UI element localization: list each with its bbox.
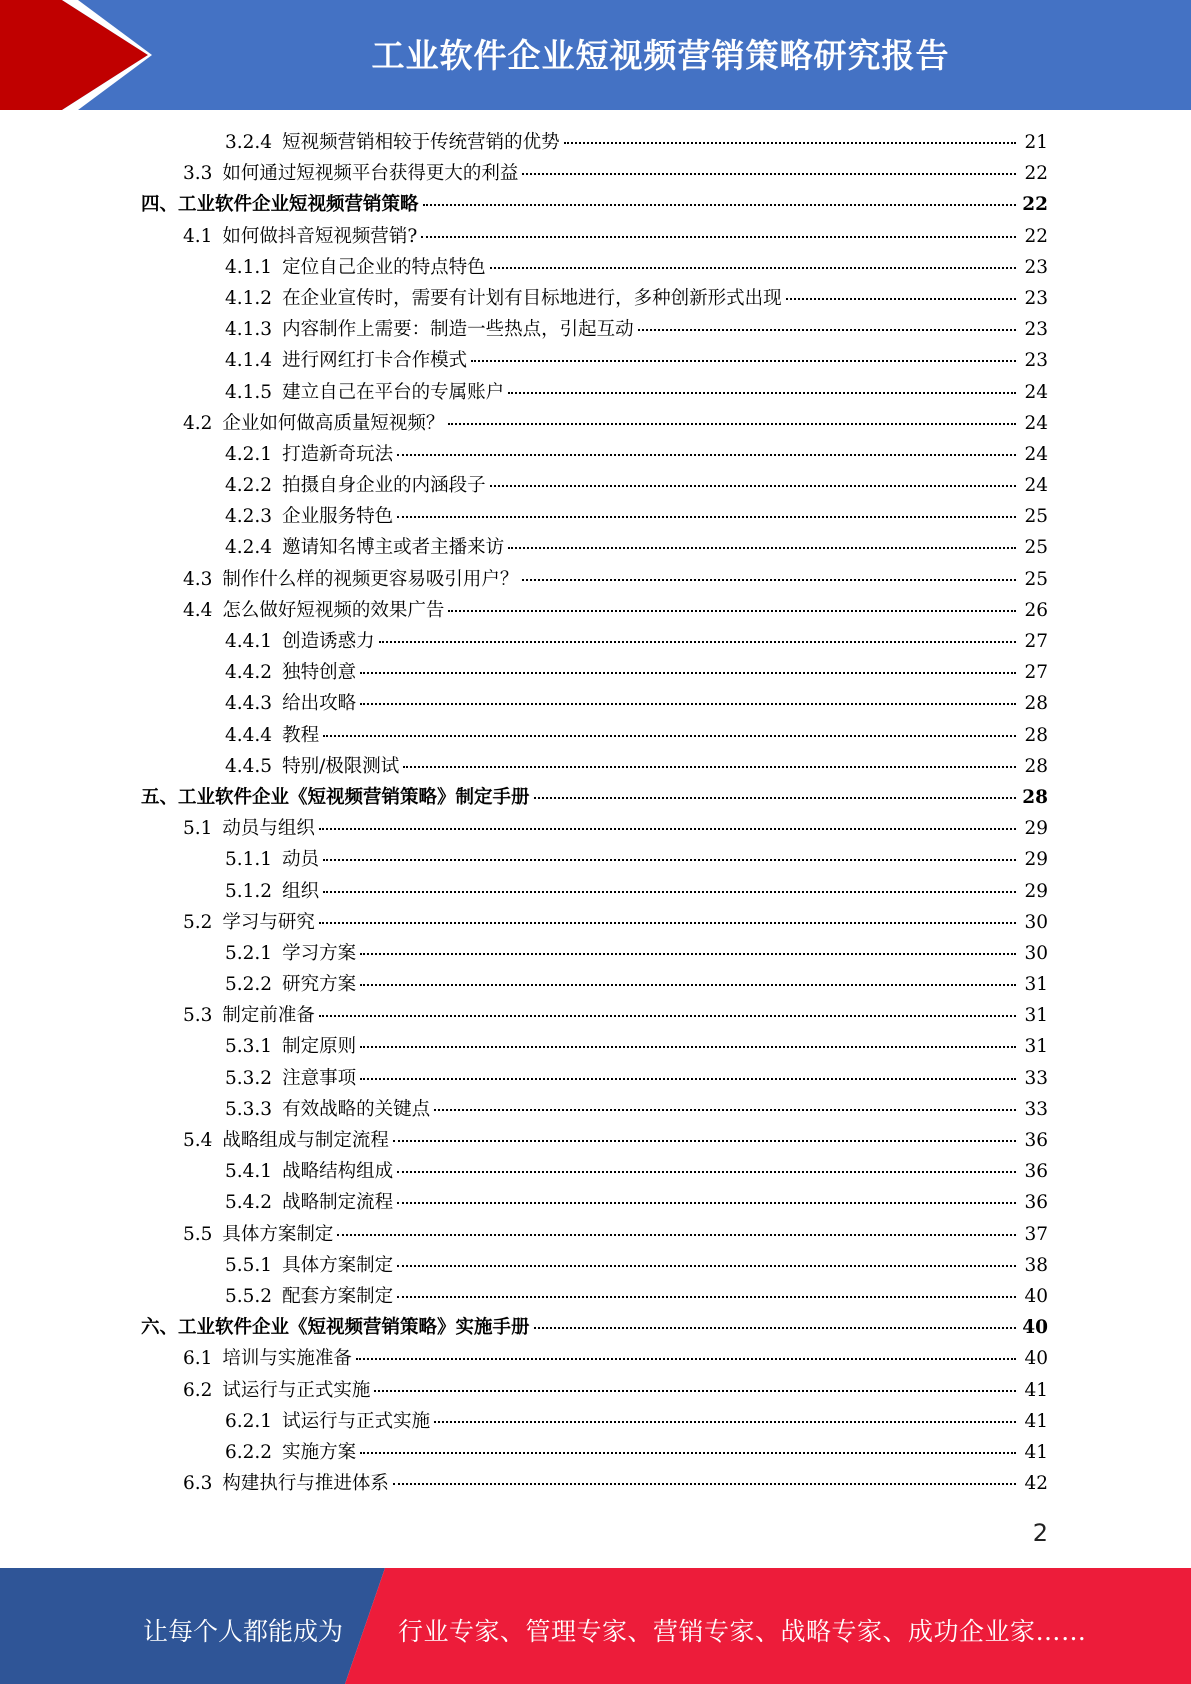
toc-dot-leader (448, 422, 1016, 425)
toc-entry[interactable] (0, 564, 1191, 595)
toc-entry-number: 4.2.4 (225, 537, 273, 559)
toc-entry-title: 制作什么样的视频更容易吸引用户？ (222, 568, 519, 590)
toc-entry[interactable] (0, 439, 1191, 470)
toc-entry-title: 学习与研究 (222, 911, 315, 933)
toc-dot-leader (508, 546, 1016, 549)
toc-entry-number: 4.1.1 (225, 256, 273, 278)
toc-entry-number: 5.3.3 (225, 1098, 273, 1120)
toc-entry-number: 4.4.4 (225, 724, 273, 746)
toc-entry-page: 41 (1024, 1379, 1048, 1401)
toc-entry[interactable] (0, 657, 1191, 688)
toc-entry-number: 4.1.2 (225, 287, 273, 309)
toc-entry-title: 研究方案 (282, 974, 357, 996)
toc-entry-number: 4.1.3 (225, 319, 273, 341)
toc-entry-title: 具体方案制定 (282, 1254, 394, 1276)
toc-entry-title: 如何通过短视频平台获得更大的利益 (222, 163, 519, 185)
toc-entry-title: 创造诱惑力 (282, 631, 375, 652)
toc-dot-leader (323, 734, 1016, 737)
toc-entry-number: 4.1 (183, 225, 213, 247)
toc-entry-title: 特别/极限测试 (282, 755, 400, 777)
toc-entry-page: 28 (1022, 786, 1048, 808)
toc-entry-title: 具体方案制定 (222, 1223, 334, 1245)
toc-entry[interactable] (0, 1031, 1191, 1062)
toc-entry[interactable] (0, 283, 1191, 314)
toc-dot-leader (323, 890, 1016, 893)
toc-dot-leader (360, 1077, 1016, 1080)
toc-entry-title: 构建执行与推进体系 (222, 1473, 389, 1495)
toc-entry-number: 4.3 (183, 568, 213, 590)
toc-entry-page: 38 (1024, 1254, 1048, 1276)
toc-entry-number: 5.2.1 (225, 942, 273, 964)
toc-entry-page: 28 (1024, 724, 1048, 746)
toc-entry-page: 33 (1024, 1098, 1048, 1120)
toc-entry-title: 在企业宣传时，需要有计划有目标地进行，多种创新形式出现 (282, 287, 782, 309)
toc-dot-leader (522, 172, 1016, 175)
toc-dot-leader (319, 921, 1016, 924)
toc-entry-number: 5.1.1 (225, 849, 273, 871)
toc-entry-title: 制定原则 (282, 1036, 357, 1058)
toc-entry-number: 5.1.2 (225, 880, 273, 902)
toc-entry-page: 24 (1024, 443, 1048, 465)
toc-entry[interactable] (0, 189, 1191, 220)
toc-entry-page: 24 (1024, 381, 1048, 403)
toc-dot-leader (360, 671, 1016, 674)
toc-entry-page: 37 (1024, 1223, 1048, 1245)
toc-entry[interactable] (0, 221, 1191, 252)
toc-dot-leader (403, 765, 1016, 768)
toc-entry[interactable] (0, 1219, 1191, 1250)
toc-entry-title: 试运行与正式实施 (222, 1379, 371, 1401)
toc-entry-title: 邀请知名博主或者主播来访 (282, 537, 505, 559)
toc-entry[interactable] (0, 688, 1191, 719)
toc-entry-number: 3.2.4 (225, 132, 273, 153)
toc-entry-page: 31 (1024, 1005, 1048, 1027)
toc-entry-number: 5.2 (183, 911, 213, 933)
toc-entry-number: 5.2.2 (225, 974, 273, 996)
toc-entry-number: 5.3.2 (225, 1067, 273, 1089)
toc-entry[interactable] (0, 1156, 1191, 1187)
toc-entry-title: 拍摄自身企业的内涵段子 (282, 475, 486, 497)
toc-entry[interactable] (0, 408, 1191, 439)
toc-dot-leader (379, 640, 1016, 643)
toc-entry-title: 四、工业软件企业短视频营销策略 (141, 194, 419, 216)
toc-entry-title: 战略制定流程 (282, 1192, 394, 1214)
toc-dot-leader (638, 328, 1016, 331)
toc-entry[interactable] (0, 252, 1191, 283)
toc-entry-title: 五、工业软件企业《短视频营销策略》制定手册 (141, 786, 530, 808)
toc-entry[interactable] (0, 1125, 1191, 1156)
toc-entry-page: 21 (1024, 132, 1048, 153)
toc-entry-title: 内容制作上需要：制造一些热点，引起互动 (282, 319, 634, 341)
footer-slogan-right: 行业专家、管理专家、营销专家、战略专家、成功企业家…… (398, 1617, 1087, 1646)
toc-dot-leader (397, 515, 1016, 518)
toc-entry-page: 31 (1024, 1036, 1048, 1058)
toc-entry-title: 打造新奇玩法 (282, 443, 394, 465)
toc-entry-title: 动员 (282, 849, 320, 871)
toc-entry-title: 六、工业软件企业《短视频营销策略》实施手册 (141, 1317, 530, 1339)
toc-entry-number: 6.3 (183, 1473, 213, 1495)
toc-entry-page: 23 (1024, 319, 1048, 341)
toc-entry-number: 5.3.1 (225, 1036, 273, 1058)
toc-entry-title: 短视频营销相较于传统营销的优势 (282, 132, 560, 153)
toc-entry-title: 定位自己企业的特点特色 (282, 256, 486, 278)
toc-dot-leader (490, 484, 1016, 487)
toc-entry-title: 战略组成与制定流程 (222, 1130, 389, 1151)
toc-dot-leader (319, 827, 1016, 830)
toc-entry[interactable] (0, 844, 1191, 875)
toc-entry-number: 4.2.1 (225, 443, 273, 465)
page-footer (0, 1568, 1191, 1684)
toc-dot-leader (522, 578, 1016, 581)
toc-entry-page: 25 (1024, 506, 1048, 528)
toc-entry-page: 31 (1024, 974, 1048, 996)
toc-entry[interactable] (0, 595, 1191, 626)
toc-dot-leader (360, 1045, 1016, 1048)
toc-dot-leader (319, 1014, 1016, 1017)
toc-entry-page: 22 (1024, 163, 1048, 185)
toc-entry[interactable] (0, 1187, 1191, 1218)
toc-dot-leader (423, 203, 1016, 206)
toc-entry-number: 5.3 (183, 1005, 213, 1027)
page-number: 2 (1032, 1519, 1048, 1547)
toc-entry[interactable] (0, 158, 1191, 189)
toc-entry-number: 4.1.4 (225, 350, 273, 372)
toc-entry[interactable] (0, 127, 1191, 158)
table-of-contents (0, 127, 1191, 1499)
toc-entry-number: 4.4.3 (225, 693, 273, 715)
toc-entry-page: 29 (1024, 880, 1048, 902)
toc-dot-leader (360, 1451, 1016, 1454)
toc-entry[interactable] (0, 532, 1191, 563)
toc-entry-page: 25 (1024, 537, 1048, 559)
toc-entry-page: 40 (1024, 1285, 1048, 1307)
toc-entry[interactable] (0, 782, 1191, 813)
toc-entry[interactable] (0, 751, 1191, 782)
toc-entry-title: 进行网红打卡合作模式 (282, 350, 468, 372)
toc-entry-number: 6.1 (183, 1348, 213, 1370)
toc-entry[interactable] (0, 470, 1191, 501)
toc-entry-page: 29 (1024, 818, 1048, 840)
toc-entry-title: 企业如何做高质量短视频？ (222, 412, 445, 434)
toc-entry-page: 29 (1024, 849, 1048, 871)
toc-entry-number: 4.2 (183, 412, 213, 434)
toc-dot-leader (490, 266, 1016, 269)
toc-dot-leader (397, 453, 1016, 456)
toc-entry-page: 27 (1024, 631, 1048, 652)
toc-entry-title: 建立自己在平台的专属账户 (282, 381, 505, 403)
toc-entry[interactable] (0, 1250, 1191, 1281)
toc-entry-title: 独特创意 (282, 662, 357, 684)
toc-entry-page: 25 (1024, 568, 1048, 590)
toc-entry-number: 4.4.5 (225, 755, 273, 777)
toc-entry-title: 企业服务特色 (282, 506, 394, 528)
toc-entry[interactable] (0, 1343, 1191, 1374)
toc-dot-leader (534, 1326, 1016, 1329)
toc-dot-leader (508, 391, 1016, 394)
toc-entry-page: 22 (1024, 225, 1048, 247)
toc-dot-leader (393, 1139, 1016, 1142)
toc-entry-number: 4.4 (183, 599, 213, 621)
toc-entry-number: 4.2.3 (225, 506, 273, 528)
toc-dot-leader (397, 1201, 1016, 1204)
toc-entry-title: 教程 (282, 724, 320, 746)
toc-dot-leader (564, 141, 1016, 144)
toc-entry[interactable] (0, 969, 1191, 1000)
toc-dot-leader (356, 1357, 1016, 1360)
toc-entry-number: 5.4.2 (225, 1192, 273, 1214)
toc-entry[interactable] (0, 1312, 1191, 1343)
toc-entry-title: 试运行与正式实施 (282, 1410, 431, 1432)
toc-dot-leader (374, 1389, 1016, 1392)
toc-entry-number: 6.2.2 (225, 1441, 273, 1463)
toc-entry-page: 27 (1024, 662, 1048, 684)
toc-dot-leader (448, 609, 1016, 612)
toc-entry[interactable] (0, 938, 1191, 969)
toc-entry-page: 41 (1024, 1410, 1048, 1432)
toc-entry[interactable] (0, 813, 1191, 844)
toc-entry-page: 23 (1024, 287, 1048, 309)
toc-dot-leader (337, 1233, 1016, 1236)
toc-entry-page: 22 (1022, 194, 1048, 216)
toc-dot-leader (397, 1170, 1016, 1173)
toc-entry[interactable] (0, 501, 1191, 532)
toc-dot-leader (397, 1295, 1016, 1298)
report-title: 工业软件企业短视频营销策略研究报告 (371, 36, 950, 75)
toc-entry-number: 5.4 (183, 1130, 213, 1151)
toc-entry-number: 5.5.2 (225, 1285, 273, 1307)
toc-entry[interactable] (0, 1094, 1191, 1125)
toc-entry-page: 30 (1024, 942, 1048, 964)
toc-dot-leader (360, 983, 1016, 986)
toc-entry[interactable] (0, 345, 1191, 376)
toc-entry[interactable] (0, 1468, 1191, 1499)
toc-entry-number: 4.1.5 (225, 381, 273, 403)
toc-entry[interactable] (0, 1406, 1191, 1437)
toc-entry-page: 24 (1024, 412, 1048, 434)
toc-entry[interactable] (0, 314, 1191, 345)
toc-entry-title: 如何做抖音短视频营销? (222, 225, 418, 247)
toc-dot-leader (786, 297, 1016, 300)
toc-dot-leader (434, 1420, 1016, 1423)
toc-entry-title: 培训与实施准备 (222, 1348, 352, 1370)
toc-entry-title: 配套方案制定 (282, 1285, 394, 1307)
toc-entry-page: 42 (1024, 1473, 1048, 1495)
toc-entry-title: 注意事项 (282, 1067, 357, 1089)
toc-entry[interactable] (0, 720, 1191, 751)
toc-entry-title: 学习方案 (282, 942, 357, 964)
toc-entry[interactable] (0, 626, 1191, 657)
toc-entry-number: 6.2.1 (225, 1410, 273, 1432)
toc-entry[interactable] (0, 876, 1191, 907)
toc-entry-title: 实施方案 (282, 1441, 357, 1463)
toc-entry-page: 28 (1024, 693, 1048, 715)
toc-dot-leader (434, 1108, 1016, 1111)
toc-entry-number: 5.1 (183, 818, 213, 840)
toc-entry-page: 23 (1024, 350, 1048, 372)
toc-entry-title: 组织 (282, 880, 320, 902)
toc-entry-number: 3.3 (183, 163, 213, 185)
page-header (0, 0, 1191, 110)
toc-entry-number: 4.4.2 (225, 662, 273, 684)
toc-entry[interactable] (0, 1437, 1191, 1468)
toc-entry-number: 5.4.1 (225, 1161, 273, 1183)
toc-entry-title: 怎么做好短视频的效果广告 (222, 599, 445, 621)
toc-dot-leader (360, 702, 1016, 705)
toc-entry-title: 战略结构组成 (282, 1161, 394, 1183)
toc-entry-page: 28 (1024, 755, 1048, 777)
toc-entry[interactable] (0, 1000, 1191, 1031)
toc-entry-page: 24 (1024, 475, 1048, 497)
toc-dot-leader (397, 1264, 1016, 1267)
toc-entry[interactable] (0, 907, 1191, 938)
toc-entry-page: 23 (1024, 256, 1048, 278)
toc-entry-page: 36 (1024, 1161, 1048, 1183)
toc-entry-title: 给出攻略 (282, 693, 357, 715)
toc-entry-page: 40 (1022, 1317, 1048, 1339)
toc-entry-page: 30 (1024, 911, 1048, 933)
toc-entry-title: 有效战略的关键点 (282, 1098, 431, 1120)
toc-entry-number: 4.2.2 (225, 475, 273, 497)
toc-entry-title: 制定前准备 (222, 1005, 315, 1027)
toc-dot-leader (393, 1482, 1016, 1485)
toc-entry-number: 4.4.1 (225, 631, 273, 652)
footer-slogan-left: 让每个人都能成为 (143, 1617, 344, 1646)
toc-entry[interactable] (0, 1281, 1191, 1312)
toc-dot-leader (421, 235, 1016, 238)
toc-dot-leader (360, 952, 1016, 955)
toc-entry-number: 5.5.1 (225, 1254, 273, 1276)
toc-entry[interactable] (0, 1375, 1191, 1406)
toc-entry-title: 动员与组织 (222, 818, 315, 840)
toc-entry-page: 36 (1024, 1192, 1048, 1214)
toc-dot-leader (471, 359, 1016, 362)
toc-dot-leader (323, 858, 1016, 861)
toc-entry-page: 33 (1024, 1067, 1048, 1089)
toc-dot-leader (534, 796, 1016, 799)
toc-entry-page: 41 (1024, 1441, 1048, 1463)
toc-entry[interactable] (0, 377, 1191, 408)
toc-entry[interactable] (0, 1063, 1191, 1094)
toc-entry-page: 36 (1024, 1130, 1048, 1151)
toc-entry-number: 6.2 (183, 1379, 213, 1401)
toc-entry-page: 26 (1024, 599, 1048, 621)
toc-entry-page: 40 (1024, 1348, 1048, 1370)
toc-entry-number: 5.5 (183, 1223, 213, 1245)
